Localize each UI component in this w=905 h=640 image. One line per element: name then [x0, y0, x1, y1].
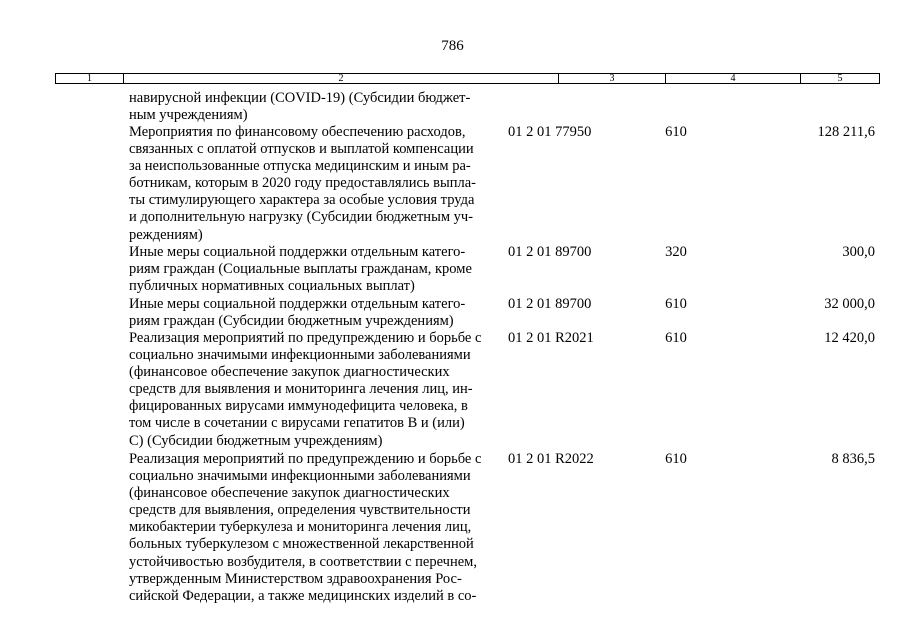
- row-expense-type: 610: [665, 124, 687, 140]
- row-description: Мероприятия по финансовому обеспечению расходов, связанных с оплатой отпусков и выплатой компенсации за неиспользованные отпуска медицинским и иным ра- ботникам, которым в 2020 году предоставлялись выпла- ты стимулирующего характера за особые условия труда и дополнительную нагрузку (Субсидии бюджетным уч- реждениям): [129, 124, 477, 243]
- row-amount: 32 000,0: [824, 296, 875, 312]
- table-header: [55, 73, 880, 84]
- row-expense-type: 610: [665, 296, 687, 312]
- row-amount: 8 836,5: [831, 451, 875, 467]
- row-amount: 300,0: [842, 244, 875, 260]
- row-expense-type: 610: [665, 330, 687, 346]
- row-code: 01 2 01 77950: [508, 124, 592, 140]
- row-description: Реализация мероприятий по предупреждению и борьбе с социально значимыми инфекционными заболеваниями (финансовое обеспечение закупок диагностических средств для выявления, определения чувствительности микобактерии туберкулеза и мониторинга лечения лиц, больных туберкулезом с множественной лекарственной устойчивостью возбудителя, в соответствии с перечнем, утвержденным Министерством здравоохранения Рос- сийской Федерации, а также медицинских изделий в со-: [129, 451, 482, 604]
- row-description: Реализация мероприятий по предупреждению и борьбе с социально значимыми инфекционными заболеваниями (финансовое обеспечение закупок диагностических средств для выявления и мониторинга лечения лиц, ин- фицированных вирусами иммунодефицита человека, в том числе в сочетании с вирусами гепатитов В и (или) С) (Субсидии бюджетным учреждениям): [129, 330, 482, 449]
- row-code: 01 2 01 89700: [508, 296, 592, 312]
- row-description: навирусной инфекции (COVID-19) (Субсидии бюджет- ным учреждениям): [129, 90, 471, 124]
- column-header-3: 3: [558, 74, 665, 83]
- page-number: 786: [441, 38, 464, 54]
- column-header-2: 2: [123, 74, 558, 83]
- row-expense-type: 610: [665, 451, 687, 467]
- row-code: 01 2 01 R2022: [508, 451, 594, 467]
- row-amount: 128 211,6: [817, 124, 875, 140]
- row-description: Иные меры социальной поддержки отдельным катего- риям граждан (Субсидии бюджетным учреждениям): [129, 296, 466, 330]
- column-header-4: 4: [665, 74, 800, 83]
- column-header-1: 1: [87, 73, 92, 84]
- row-code: 01 2 01 89700: [508, 244, 592, 260]
- row-expense-type: 320: [665, 244, 687, 260]
- row-description: Иные меры социальной поддержки отдельным катего- риям граждан (Социальные выплаты гражданам, кроме публичных нормативных социальных выплат): [129, 244, 472, 295]
- row-code: 01 2 01 R2021: [508, 330, 594, 346]
- column-header-5: 5: [800, 74, 879, 83]
- row-amount: 12 420,0: [824, 330, 875, 346]
